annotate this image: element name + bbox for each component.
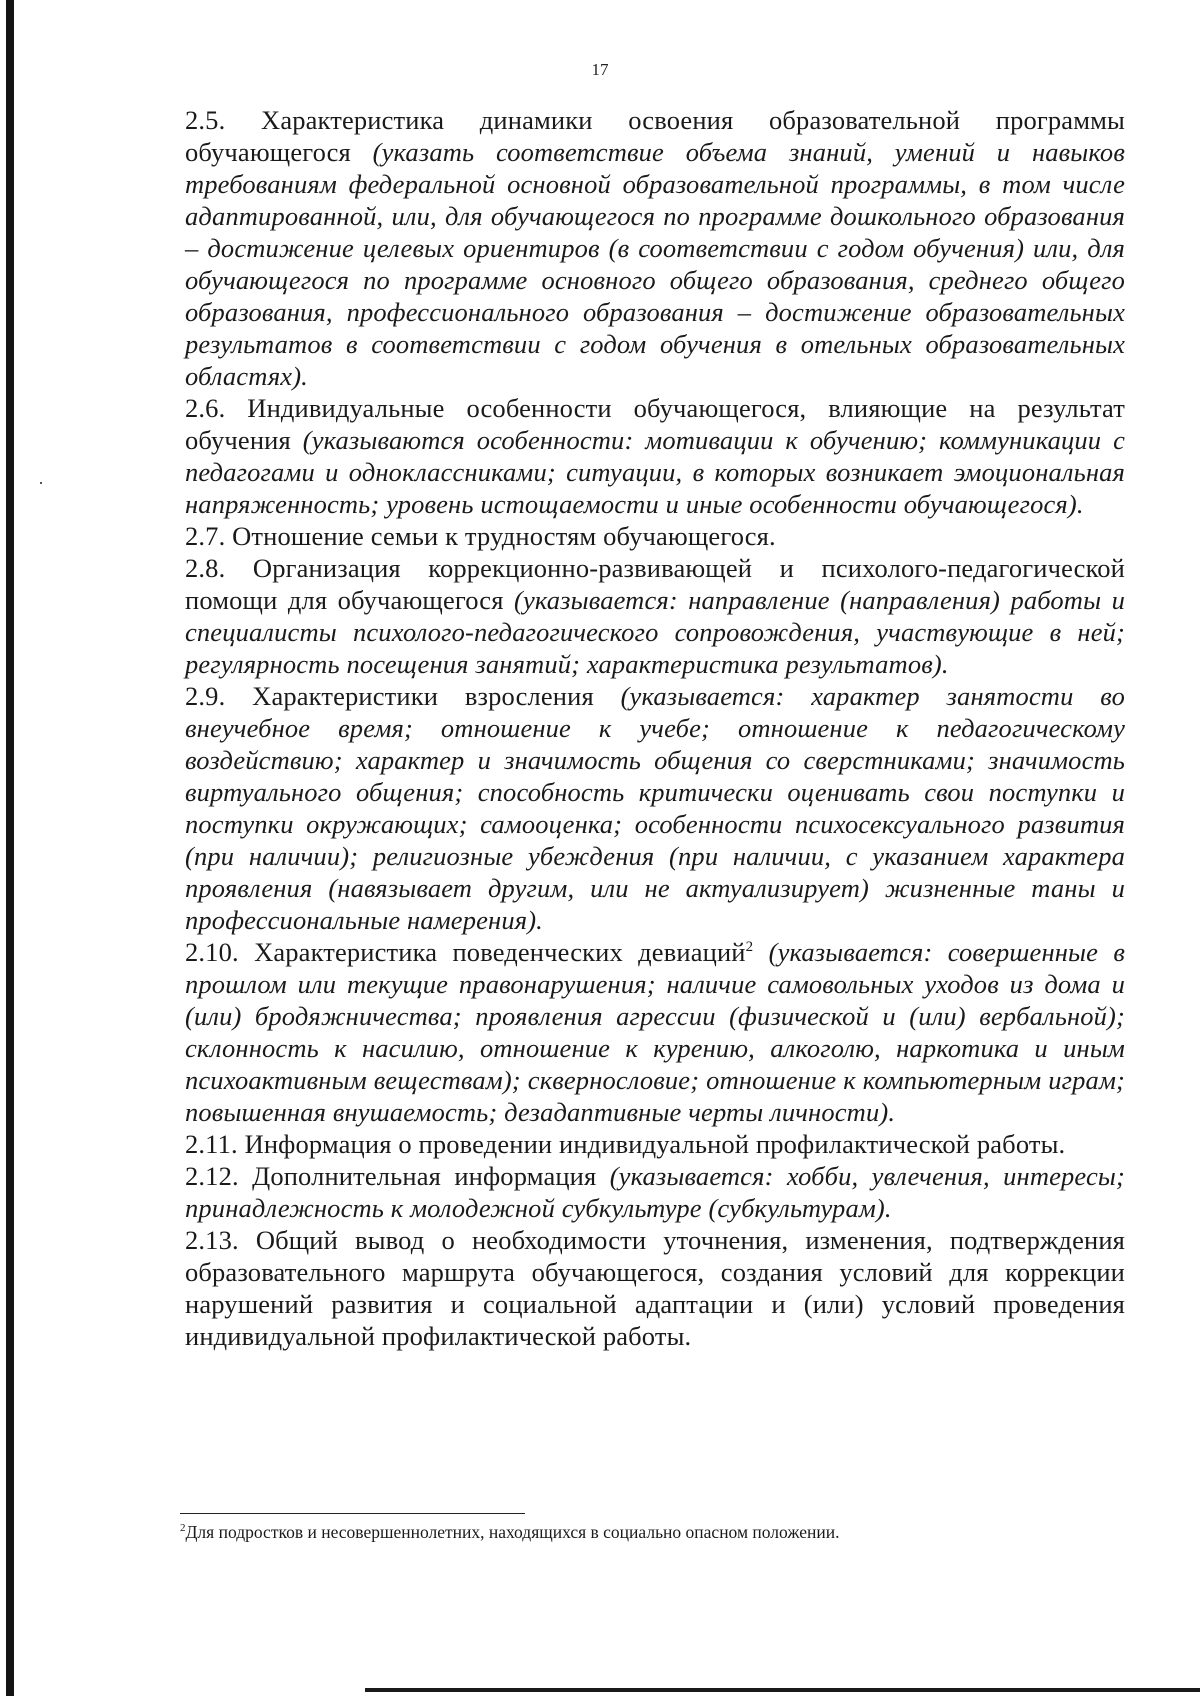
section-number: 2.6.	[185, 393, 226, 423]
footnote-divider	[180, 1513, 525, 1514]
section-text: Организация коррекционно-развивающей и психолого-педагогической помощи для обучающегося	[185, 553, 1125, 615]
section-text: Информация о проведении индивидуальной профилактической работы.	[244, 1129, 1066, 1159]
section-text: Индивидуальные особенности обучающегося, влияющие на результат обучения	[185, 393, 1125, 455]
section-text: Отношение семьи к трудностям обучающегося.	[232, 521, 776, 551]
section-number: 2.13.	[185, 1225, 239, 1255]
section-number: 2.8.	[185, 553, 226, 583]
section-text: Характеристика динамики освоения образовательной программы обучающегося	[185, 105, 1125, 167]
section-note: (указывается: хобби, увлечения, интересы; принадлежность к молодежной субкультуре (субкультурам).	[185, 1161, 1125, 1223]
section-text: Характеристика поведенческих девиаций	[254, 937, 746, 967]
footnote-reference: 2	[745, 939, 754, 956]
section-2-7	[185, 520, 1125, 552]
footnote-mark: 2	[180, 1522, 186, 1535]
section-2-11	[185, 1128, 1125, 1160]
section-number: 2.9.	[185, 681, 226, 711]
section-2-8	[185, 552, 1125, 680]
document-body	[185, 104, 1125, 1352]
section-note: (указывается: характер занятости во внеучебное время; отношение к учебе; отношение к педагогическому воздействию; характер и значимость общения со сверстниками; значимость виртуального общения; способность критически оценивать свои поступки и поступки окружающих; самооценка; особенности психосексуального развития (при наличии); религиозные убеждения (при наличии, с указанием характера проявления (навязывает другим, или не актуализирует) жизненные таны и профессиональные намерения).	[185, 681, 1125, 935]
section-text: Характеристики взросления	[252, 681, 594, 711]
section-text: Дополнительная информация	[252, 1161, 597, 1191]
section-2-6	[185, 392, 1125, 520]
scan-artifact	[40, 482, 42, 484]
section-2-13	[185, 1224, 1125, 1352]
section-number: 2.10.	[185, 937, 239, 967]
section-2-12	[185, 1160, 1125, 1224]
scan-bottom-edge	[365, 1688, 1200, 1692]
section-2-9	[185, 680, 1125, 936]
section-note: (указываются особенности: мотивации к обучению; коммуникации с педагогами и одноклассниками; ситуации, в которых возникает эмоциональная напряженность; уровень истощаемости и иные особенности обучающегося).	[185, 425, 1125, 519]
section-note: (указать соответствие объема знаний, умений и навыков требованиям федеральной основной образовательной программы, в том числе адаптированной, или, для обучающегося по программе дошкольного образования – достижение целевых ориентиров (в соответствии с годом обучения) или, для обучающегося по программе основного общего образования, среднего общего образования, профессионального образования – достижение образовательных результатов в соответствии с годом обучения в отельных образовательных областях).	[185, 137, 1125, 391]
section-note: (указывается: направление (направления) работы и специалисты психолого-педагогического сопровождения, участвующие в ней; регулярность посещения занятий; характеристика результатов).	[185, 585, 1125, 679]
section-number: 2.11.	[185, 1129, 238, 1159]
section-2-10	[185, 936, 1125, 1128]
section-number: 2.5.	[185, 105, 226, 135]
section-2-5	[185, 104, 1125, 392]
section-note: (указывается: совершенные в прошлом или текущие правонарушения; наличие самовольных уходов из дома и (или) бродяжничества; проявления агрессии (физической и (или) вербальной); склонность к насилию, отношение к курению, алкоголю, наркотика и иным психоактивным веществам); сквернословие; отношение к компьютерным играм; повышенная внушаемость; дезадаптивные черты личности).	[185, 937, 1126, 1127]
footnote-text: Для подростков и несовершеннолетних, находящихся в социально опасном положении.	[185, 1522, 840, 1542]
section-text: Общий вывод о необходимости уточнения, изменения, подтверждения образовательного маршрута обучающегося, создания условий для коррекции нарушений развития и социальной адаптации и (или) условий проведения индивидуальной профилактической работы.	[185, 1225, 1125, 1351]
footnote	[180, 1521, 1120, 1543]
scan-left-edge	[6, 0, 14, 1696]
section-number: 2.7.	[185, 521, 226, 551]
section-number: 2.12.	[185, 1161, 239, 1191]
page-number: 17	[591, 60, 609, 79]
